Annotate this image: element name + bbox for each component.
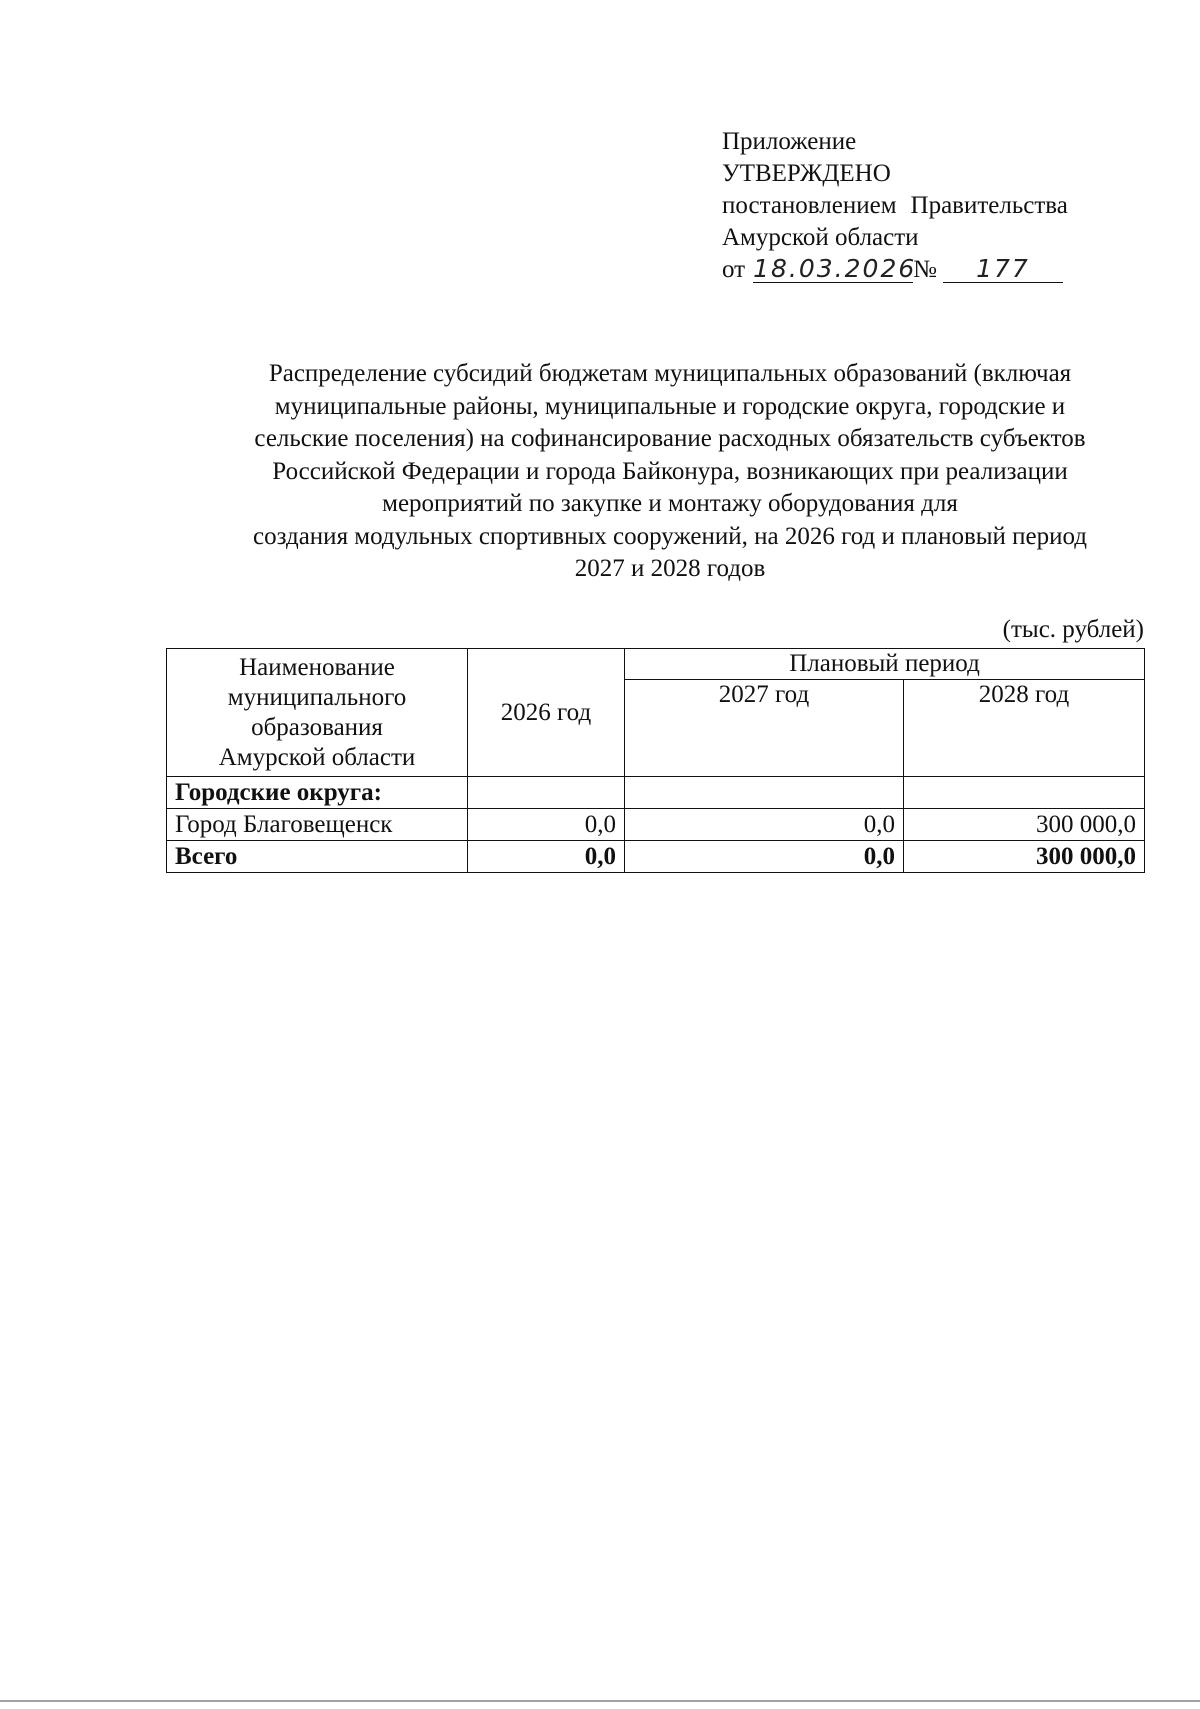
header-2026: 2026 год: [468, 649, 625, 777]
scan-edge-line: [0, 1700, 1200, 1702]
resolution-word: постановлением: [722, 192, 897, 219]
empty-cell: [625, 777, 904, 809]
title-line: 2027 и 2028 годов: [574, 555, 766, 582]
approval-block: [722, 126, 1068, 286]
total-value-2028: 300 000,0: [904, 841, 1145, 873]
total-value-2027: 0,0: [625, 841, 904, 873]
government-word: Правительства: [910, 192, 1068, 219]
row-value-2028: 300 000,0: [904, 809, 1145, 841]
row-municipality: Город Благовещенск: [167, 809, 468, 841]
title-line: Распределение субсидий бюджетам муниципальных образований (включая: [268, 360, 1072, 387]
header-municipality: [167, 649, 468, 777]
title-line: создания модульных спортивных сооружений, на 2026 год и плановый период: [252, 522, 1088, 550]
date-prefix: от: [722, 256, 746, 283]
region-label: Амурской области: [722, 224, 919, 251]
header-name-line: образования: [251, 713, 383, 741]
empty-cell: [904, 777, 1145, 809]
row-value-2027: 0,0: [625, 809, 904, 841]
table-row: [167, 809, 1145, 841]
section-label: Городские округа:: [167, 777, 468, 809]
subsidy-table: [166, 648, 1145, 873]
row-value-2026: 0,0: [468, 809, 625, 841]
section-row: [167, 777, 1145, 809]
empty-cell: [468, 777, 625, 809]
total-row: [167, 841, 1145, 873]
header-2028: 2028 год: [904, 680, 1145, 777]
total-value-2026: 0,0: [468, 841, 625, 873]
title-line: муниципальные районы, муниципальные и городские округа, городские и: [274, 392, 1066, 420]
handwritten-number: 177: [943, 256, 1063, 283]
appendix-label: Приложение: [722, 128, 857, 155]
resolution-line: [722, 190, 1068, 222]
header-planned-period: Плановый период: [625, 649, 1145, 680]
header-name-line: Наименование: [239, 653, 395, 681]
header-2027: 2027 год: [625, 680, 904, 777]
title-line: сельские поселения) на софинансирование расходных обязательств субъектов: [254, 425, 1086, 452]
approved-label: УТВЕРЖДЕНО: [722, 160, 891, 187]
date-number-line: [722, 254, 1068, 286]
title-line: Российской Федерации и города Байконура, возникающих при реализации: [272, 457, 1068, 485]
document-title: [160, 358, 1180, 586]
title-line: мероприятий по закупке и монтажу оборудования для: [382, 490, 958, 517]
number-sign: №: [913, 256, 937, 283]
units-label: (тыс. рублей): [1002, 616, 1144, 643]
header-name-line: муниципального: [227, 683, 407, 711]
table-header-row: [167, 649, 1145, 680]
handwritten-date: 18.03.2026: [753, 254, 917, 283]
total-label: Всего: [167, 841, 468, 873]
header-name-line: Амурской области: [218, 743, 416, 771]
